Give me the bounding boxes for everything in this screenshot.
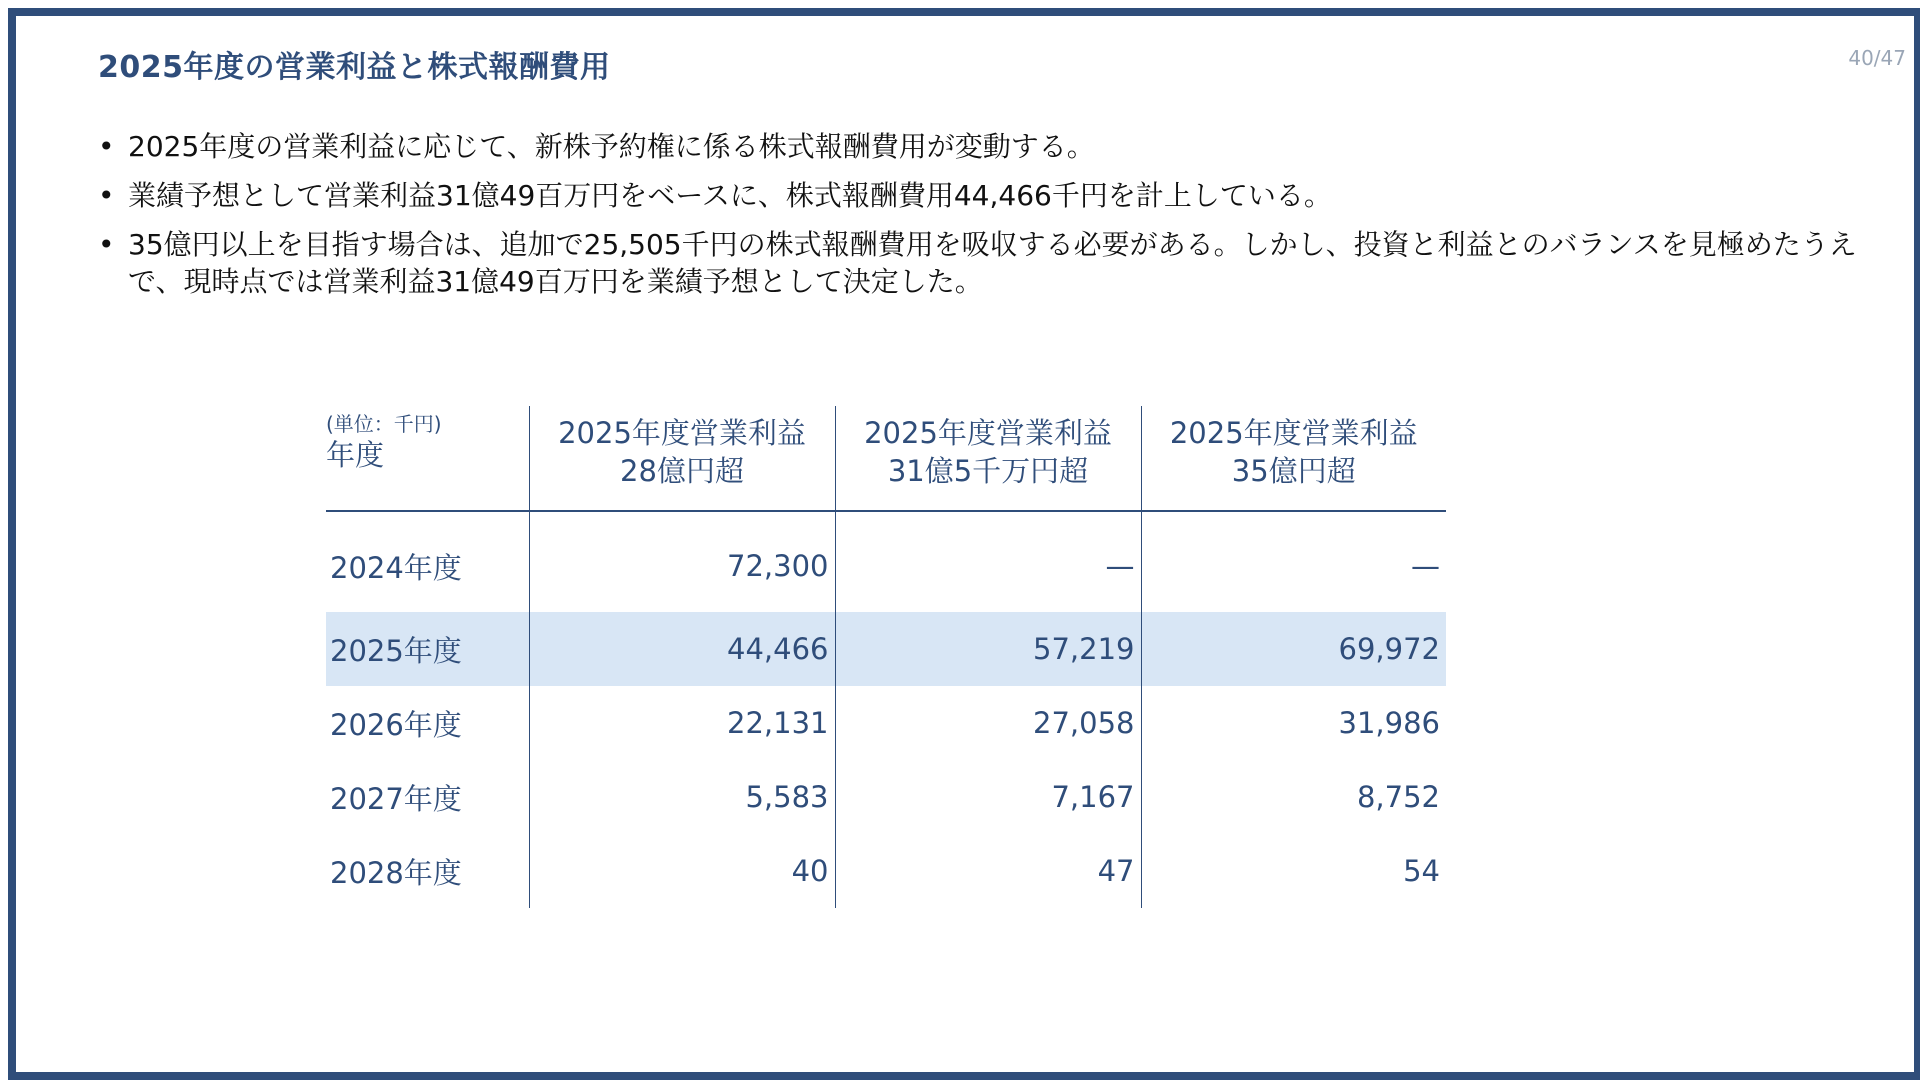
table-row xyxy=(326,686,1446,760)
cell-value: 69,972 xyxy=(1141,612,1446,686)
bullet-dot: • xyxy=(98,228,115,261)
cell-value: 54 xyxy=(1141,834,1446,908)
cell-value: 7,167 xyxy=(835,760,1141,834)
column-header-line1: 2025年度営業利益 xyxy=(558,416,806,450)
column-header-line2: 28億円超 xyxy=(620,454,744,488)
slide-title: 2025年度の営業利益と株式報酬費用 xyxy=(98,50,611,85)
table-row-highlighted xyxy=(326,612,1446,686)
column-header-line2: 31億5千万円超 xyxy=(887,454,1089,488)
cell-value: — xyxy=(1141,511,1446,612)
bullet-item xyxy=(98,177,1878,214)
column-header-35oku xyxy=(1141,406,1446,511)
column-header-line1: 2025年度営業利益 xyxy=(1169,416,1418,450)
column-header-line1: 2025年度営業利益 xyxy=(864,416,1112,450)
cell-value: 57,219 xyxy=(835,612,1141,686)
row-year: 2026年度 xyxy=(330,707,462,742)
table-row xyxy=(326,834,1446,908)
row-year: 2028年度 xyxy=(330,855,462,890)
bullet-text: 2025年度の営業利益に応じて、新株予約権に係る株式報酬費用が変動する。 xyxy=(128,130,1095,163)
bullet-item xyxy=(98,226,1878,300)
cell-value: 22,131 xyxy=(529,686,835,760)
bullet-list xyxy=(98,128,1878,312)
column-header-28oku xyxy=(529,406,835,511)
bullet-dot: • xyxy=(98,130,115,163)
bullet-text: 35億円以上を目指す場合は、追加で25,505千円の株式報酬費用を吸収する必要がある。しかし、投資と利益とのバランスを見極めたうえで、現時点では営業利益31億49百万円を業績予想として決定した。 xyxy=(128,228,1857,298)
column-header-31oku xyxy=(835,406,1141,511)
table-header-row xyxy=(326,406,1446,511)
cell-value: 5,583 xyxy=(529,760,835,834)
cell-value: 47 xyxy=(835,834,1141,908)
column-header-line2: 35億円超 xyxy=(1231,454,1356,488)
year-header-label: 年度 xyxy=(326,438,385,472)
data-table xyxy=(326,406,1446,908)
cell-value: — xyxy=(835,511,1141,612)
row-year: 2025年度 xyxy=(326,612,529,686)
cell-value: 8,752 xyxy=(1141,760,1446,834)
year-column-header xyxy=(326,406,529,511)
page-number: 40/47 xyxy=(1848,46,1906,70)
cell-value: 40 xyxy=(529,834,835,908)
cell-value: 31,986 xyxy=(1141,686,1446,760)
row-year: 2027年度 xyxy=(330,781,462,816)
bullet-text: 業績予想として営業利益31億49百万円をベースに、株式報酬費用44,466千円を計上している。 xyxy=(128,179,1332,212)
unit-label: (単位：千円) xyxy=(326,412,442,436)
row-year: 2024年度 xyxy=(330,550,462,585)
table-row xyxy=(326,511,1446,612)
bullet-dot: • xyxy=(98,179,115,212)
cell-value: 72,300 xyxy=(529,511,835,612)
cell-value: 27,058 xyxy=(835,686,1141,760)
cell-value: 44,466 xyxy=(529,612,835,686)
stock-compensation-table xyxy=(326,406,1446,908)
bullet-item xyxy=(98,128,1878,165)
slide-frame xyxy=(8,8,1920,1080)
table-row xyxy=(326,760,1446,834)
